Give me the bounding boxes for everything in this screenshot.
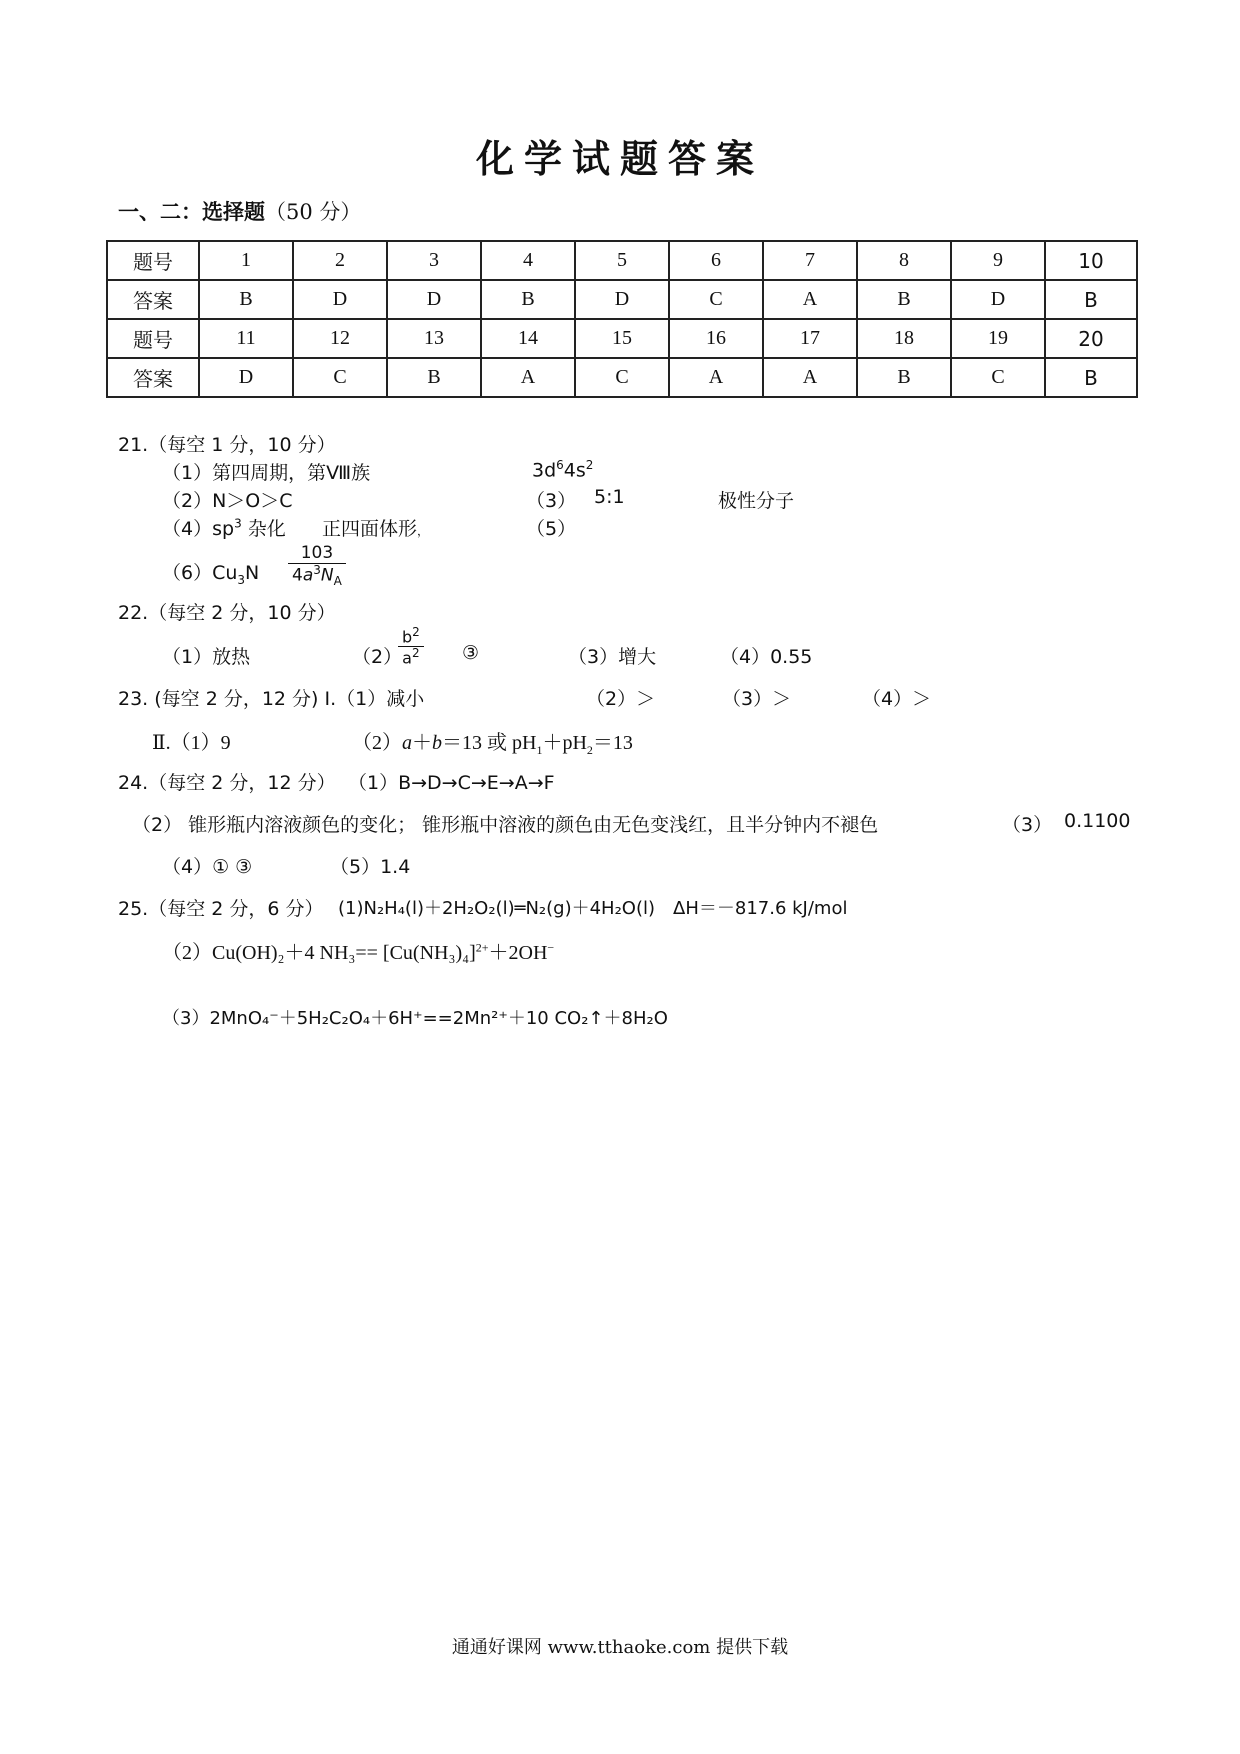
q22-answer-2-choice: ③ <box>462 642 480 664</box>
table-row-header: 题号 <box>107 241 199 280</box>
q23-part2-answer-2: （2）a＋b＝13 或 $pH_1+pH_2=13$ <box>352 732 633 757</box>
q22-answer-4: （4）0.55 <box>720 646 813 668</box>
section-heading <box>118 196 361 226</box>
q21-answer-5-label: （5） <box>526 518 577 540</box>
q22-answer-3: （3）增大 <box>568 646 657 668</box>
q22-equilibrium-fraction: $\frac{b^2}{a^2}$ <box>398 626 424 667</box>
q23-part2-answer-1: Ⅱ.（1）9 <box>152 732 231 754</box>
table-cell: 5 <box>575 241 669 280</box>
table-cell: 10 <box>1045 241 1137 280</box>
q21-answer-3-ratio: 5:1 <box>594 486 625 508</box>
q24-heading: 24.（每空 2 分，12 分） <box>118 772 336 794</box>
table-cell: B <box>1045 358 1137 397</box>
table-cell: 15 <box>575 319 669 358</box>
table-row-header: 答案 <box>107 358 199 397</box>
q21-density-fraction: $\frac{103}{4a^3N_A}$ <box>288 544 346 588</box>
table-cell: 6 <box>669 241 763 280</box>
q23-heading: 23. (每空 2 分，12 分) Ⅰ.（1）减小 <box>118 688 425 710</box>
q23-answer-3: （3）＞ <box>722 688 792 710</box>
table-cell: A <box>763 358 857 397</box>
q25-heading: 25.（每空 2 分，6 分） <box>118 898 324 920</box>
q21-answer-4-shape: 正四面体形， <box>322 518 430 540</box>
table-cell: A <box>669 358 763 397</box>
q24-answer-3-value: 0.1100 <box>1064 810 1131 832</box>
table-cell: B <box>199 280 293 319</box>
table-cell: D <box>575 280 669 319</box>
table-cell: B <box>481 280 575 319</box>
q21-answer-3-label: （3） <box>526 490 577 512</box>
table-cell: D <box>293 280 387 319</box>
table-cell: A <box>763 280 857 319</box>
answer-table <box>106 240 1138 398</box>
q24-answer-3-label: （3） <box>1002 814 1053 836</box>
table-cell: 11 <box>199 319 293 358</box>
table-cell: 4 <box>481 241 575 280</box>
table-cell: 13 <box>387 319 481 358</box>
table-cell: C <box>669 280 763 319</box>
q21-answer-1: （1）第四周期，第Ⅷ族 <box>162 462 371 484</box>
table-cell: 3 <box>387 241 481 280</box>
table-cell: 9 <box>951 241 1045 280</box>
footer-credit: 通通好课网 www.tthaoke.com 提供下载 <box>451 1637 789 1658</box>
table-cell: 2 <box>293 241 387 280</box>
table-cell: D <box>199 358 293 397</box>
table-cell: 14 <box>481 319 575 358</box>
table-cell: 7 <box>763 241 857 280</box>
table-cell: 20 <box>1045 319 1137 358</box>
q21-electron-config: $3d^64s^2$ <box>532 458 594 482</box>
section-name: 一、二：选择题 <box>118 200 265 224</box>
table-cell: C <box>951 358 1045 397</box>
q21-answer-3-polarity: 极性分子 <box>718 490 795 512</box>
table-row-header: 答案 <box>107 280 199 319</box>
table-cell: A <box>481 358 575 397</box>
table-cell: 1 <box>199 241 293 280</box>
table-cell: B <box>857 280 951 319</box>
table-cell: C <box>575 358 669 397</box>
q24-answer-1: （1）B→D→C→E→A→F <box>348 772 555 794</box>
page-title: 化学试题答案 <box>475 137 764 181</box>
table-cell: B <box>857 358 951 397</box>
q25-equation-1: (1)N₂H₄(l)＋2H₂O₂(l)═N₂(g)＋4H₂O(l) ΔH＝－817.6 kJ/mol <box>338 898 848 919</box>
q25-equation-3: （3）2MnO₄⁻＋5H₂C₂O₄＋6H⁺==2Mn²⁺＋10 CO₂↑＋8H₂O <box>162 1008 668 1029</box>
table-row <box>107 319 1137 358</box>
table-cell: 12 <box>293 319 387 358</box>
table-cell: 8 <box>857 241 951 280</box>
table-row <box>107 358 1137 397</box>
q22-heading: 22.（每空 2 分，10 分） <box>118 602 336 624</box>
table-cell: 16 <box>669 319 763 358</box>
q21-answer-2: （2）N＞O＞C <box>162 490 293 512</box>
table-row <box>107 280 1137 319</box>
q24-answer-5: （5）1.4 <box>330 856 411 878</box>
q23-answer-4: （4）＞ <box>862 688 932 710</box>
table-cell: 17 <box>763 319 857 358</box>
q23-answer-2: （2）＞ <box>586 688 656 710</box>
q24-answer-4: （4）① ③ <box>162 856 253 878</box>
table-row <box>107 241 1137 280</box>
q21-answer-4: $(4)sp^3$ 杂化 <box>162 516 286 540</box>
q22-answer-1: （1）放热 <box>162 646 251 668</box>
table-row-header: 题号 <box>107 319 199 358</box>
table-cell: B <box>387 358 481 397</box>
table-cell: B <box>1045 280 1137 319</box>
table-cell: D <box>387 280 481 319</box>
q24-answer-2: （2） 锥形瓶内溶液颜色的变化； 锥形瓶中溶液的颜色由无色变浅红，且半分钟内不褪色 <box>132 814 879 836</box>
q21-answer-6: $(6)Cu_3N$ <box>162 562 260 587</box>
q22-answer-2-label: （2） <box>352 646 403 668</box>
q25-equation-2: （2）Cu(OH)₂＋4 $NH_3== [Cu(NH_3)_4]^{2+}+2OH^-$ <box>162 940 555 964</box>
section-points: （50 分） <box>265 200 362 224</box>
table-cell: D <box>951 280 1045 319</box>
q21-heading: 21.（每空 1 分，10 分） <box>118 434 336 456</box>
table-cell: 18 <box>857 319 951 358</box>
table-cell: C <box>293 358 387 397</box>
table-cell: 19 <box>951 319 1045 358</box>
